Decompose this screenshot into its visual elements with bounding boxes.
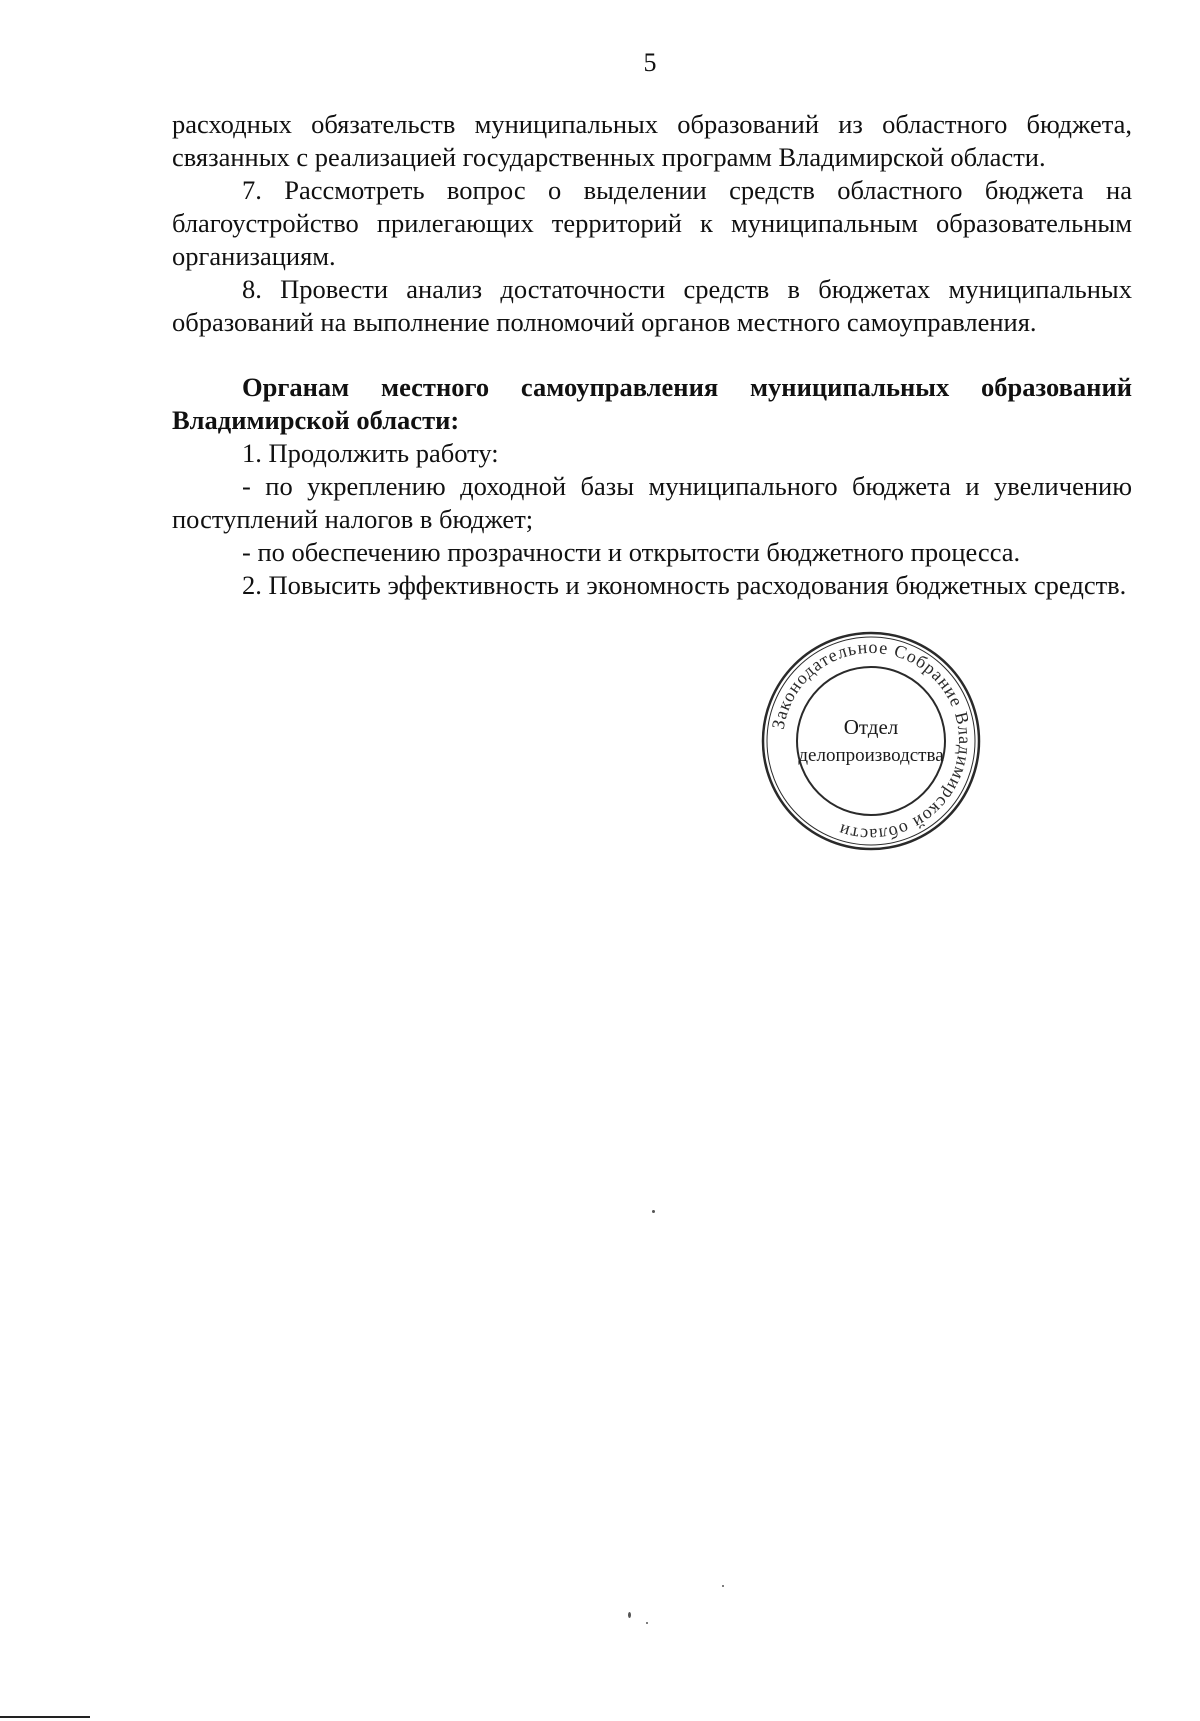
stamp-seal-graphic [756, 626, 986, 856]
scan-speck [652, 1210, 655, 1213]
paragraph-item-8: 8. Провести анализ достаточности средств в бюджетах муниципальных образований на выполнение полномочий органов местного самоуправления. [172, 274, 1132, 337]
stamp-center-line-1: Отдел [843, 715, 899, 739]
paragraph-item-7: 7. Рассмотреть вопрос о выделении средств областного бюджета на благоустройство прилегающих территорий к муниципальным образовательным организациям. [172, 175, 1132, 271]
paragraph-continuation: расходных обязательств муниципальных образований из областного бюджета, связанных с реализацией государственных программ Владимирской области. [172, 109, 1132, 172]
scan-speck [628, 1612, 631, 1618]
section-heading: Органам местного самоуправления муниципальных образований Владимирской области: [172, 372, 1132, 435]
stamp-ring-text: Законодательное Собрание Владимирской области [767, 636, 976, 846]
stamp-center-line-2: делопроизводства [798, 745, 944, 766]
paragraph-item-2: 2. Повысить эффективность и экономность расходования бюджетных средств. [242, 570, 1127, 600]
paragraph-dash-2: - по обеспечению прозрачности и открытости бюджетного процесса. [242, 537, 1021, 567]
scan-speck [646, 1622, 648, 1624]
document-body [172, 108, 1132, 602]
stamp-inner-ring [797, 667, 945, 815]
scan-edge-line [0, 1716, 90, 1718]
stamp-outer-ring [763, 633, 979, 849]
scan-speck [722, 1585, 724, 1587]
page-number: 5 [643, 48, 657, 77]
paragraph-dash-1: - по укреплению доходной базы муниципального бюджета и увеличению поступлений налогов в бюджет; [172, 471, 1132, 534]
official-stamp [756, 626, 986, 856]
paragraph-item-1: 1. Продолжить работу: [242, 438, 499, 468]
